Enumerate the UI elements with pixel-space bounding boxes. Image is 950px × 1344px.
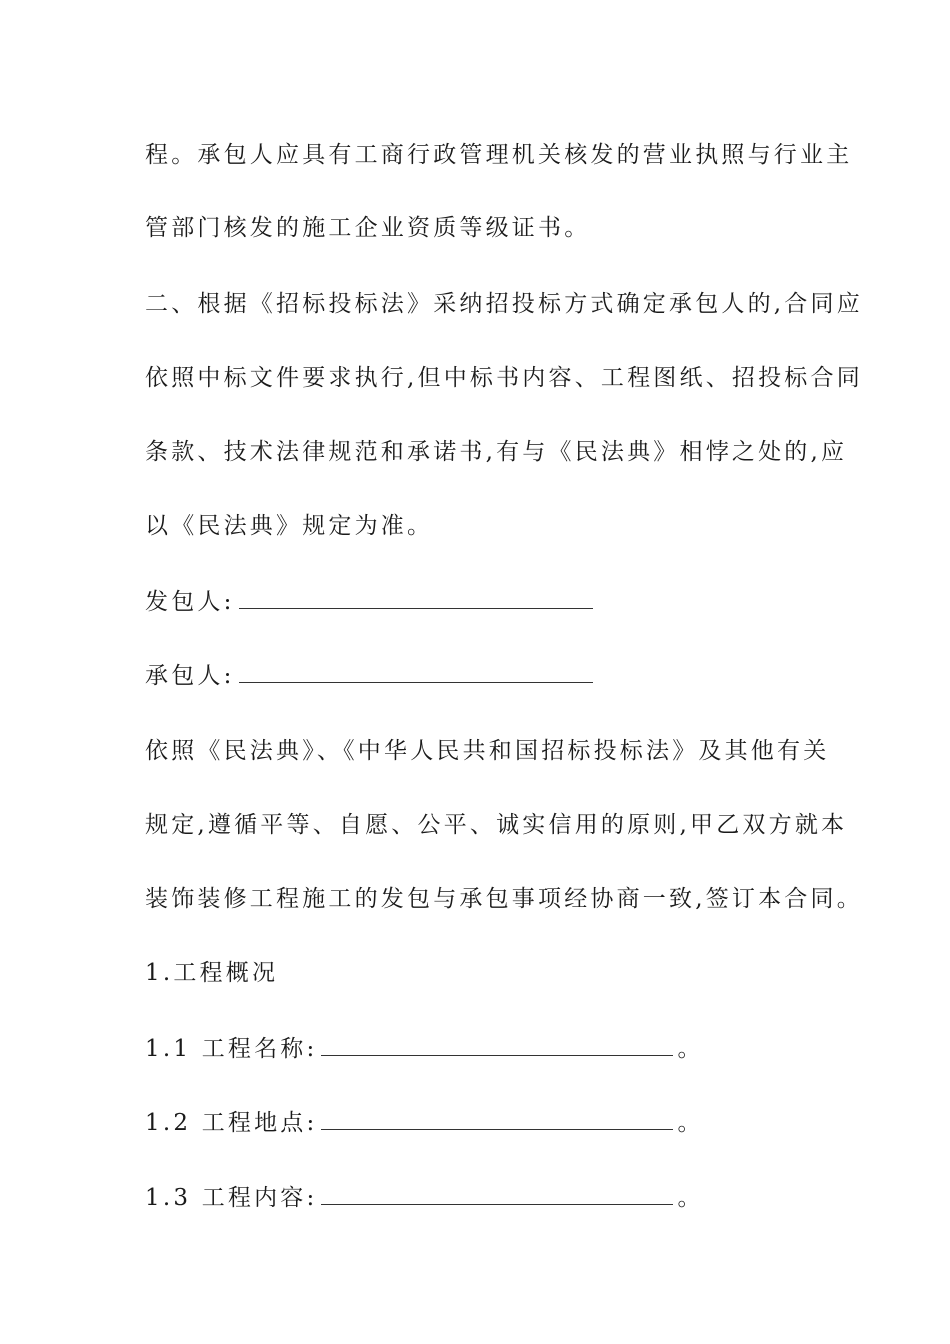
item-number: 1.1 — [145, 1036, 192, 1062]
item-label: 工程内容: — [201, 1185, 318, 1211]
paragraph-line: 管部门核发的施工企业资质等级证书。 — [145, 215, 591, 241]
paragraph-line: 条款、技术法律规范和承诺书,有与《民法典》相悖之处的,应 — [145, 439, 848, 465]
project-content-blank-field[interactable] — [321, 1184, 673, 1205]
item-line-project-content — [145, 1183, 704, 1213]
paragraph-line: 程。承包人应具有工商行政管理机关核发的营业执照与行业主 — [145, 142, 853, 168]
employer-blank-field[interactable] — [239, 588, 593, 609]
paragraph-line: 二、根据《招标投标法》采纳招投标方式确定承包人的,合同应 — [145, 291, 863, 317]
contractor-signature-line — [145, 661, 597, 691]
project-name-blank-field[interactable] — [321, 1035, 673, 1056]
section-heading: 1.工程概况 — [145, 960, 279, 986]
item-end-mark: 。 — [677, 1110, 704, 1136]
project-location-blank-field[interactable] — [321, 1109, 673, 1130]
item-end-mark: 。 — [677, 1185, 704, 1211]
item-number: 1.2 — [145, 1110, 192, 1136]
item-label: 工程地点: — [201, 1110, 318, 1136]
item-end-mark: 。 — [677, 1036, 704, 1062]
employer-signature-line — [145, 587, 597, 617]
item-number: 1.3 — [145, 1185, 192, 1211]
item-line-project-location — [145, 1108, 704, 1138]
preamble-line: 规定,遵循平等、自愿、公平、诚实信用的原则,甲乙双方就本 — [145, 812, 848, 838]
contractor-label: 承包人: — [145, 663, 235, 689]
employer-label: 发包人: — [145, 589, 235, 615]
paragraph-line: 以《民法典》规定为准。 — [145, 513, 434, 539]
item-label: 工程名称: — [201, 1036, 318, 1062]
preamble-line: 装饰装修工程施工的发包与承包事项经协商一致,签订本合同。 — [145, 886, 863, 912]
paragraph-line: 依照中标文件要求执行,但中标书内容、工程图纸、招投标合同 — [145, 365, 863, 391]
preamble-line: 依照《民法典》、《中华人民共和国招标投标法》及其他有关 — [145, 738, 830, 764]
contractor-blank-field[interactable] — [239, 662, 593, 683]
item-line-project-name — [145, 1034, 704, 1064]
